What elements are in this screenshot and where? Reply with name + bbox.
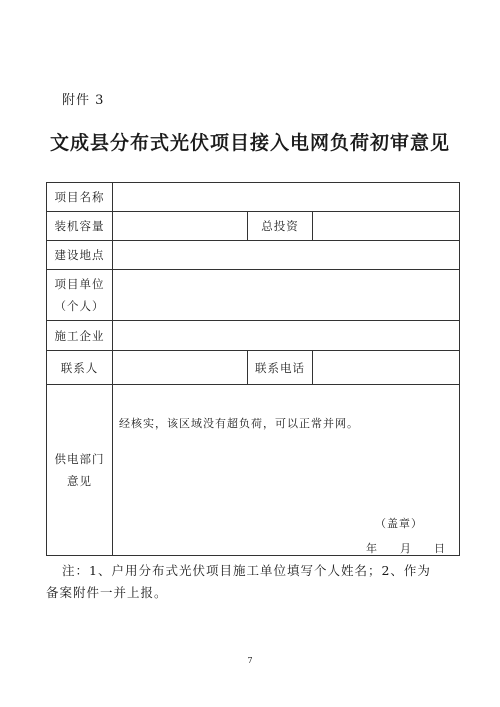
opinion-field[interactable] [113,385,460,556]
opinion-label [47,385,113,556]
capacity-label: 装机容量 [47,212,113,241]
date-day: 日 [434,542,445,555]
row-project-unit [47,270,460,321]
date-line [366,540,445,556]
construction-company-label: 施工企业 [47,321,113,351]
opinion-label-line1: 供电部门 [54,452,105,466]
contact-phone-label: 联系电话 [248,351,313,385]
footnote-line1: 注：1、户用分布式光伏项目施工单位填写个人姓名；2、作为 [62,563,431,578]
page-number: 7 [247,656,253,665]
date-year: 年 [366,542,377,555]
total-investment-label: 总投资 [248,212,313,241]
contact-phone-field[interactable] [313,351,460,385]
construction-company-field[interactable] [113,321,460,351]
contact-field[interactable] [113,351,248,385]
project-unit-label [47,270,113,321]
location-label: 建设地点 [47,241,113,270]
project-unit-label-line2: （个人） [54,299,105,313]
row-opinion [47,385,460,556]
row-location [47,241,460,270]
project-name-label: 项目名称 [47,183,113,212]
seal-text: （盖章） [375,517,423,530]
location-field[interactable] [113,241,460,270]
document-title: 文成县分布式光伏项目接入电网负荷初审意见 [49,132,450,154]
project-unit-label-line1: 项目单位 [54,277,105,291]
date-month: 月 [400,542,411,555]
total-investment-field[interactable] [313,212,460,241]
row-capacity [47,212,460,241]
capacity-field[interactable] [113,212,248,241]
project-unit-field[interactable] [113,270,460,321]
annex-label: 附件 3 [62,93,105,108]
opinion-label-line2: 意见 [67,474,92,488]
approval-form-table [46,182,460,556]
row-project-name [47,183,460,212]
footnote-line2: 备案附件一并上报。 [46,585,168,600]
footnote [46,560,460,604]
project-name-field[interactable] [113,183,460,212]
row-construction-company [47,321,460,351]
row-contact [47,351,460,385]
opinion-text: 经核实，该区域没有超负荷，可以正常并网。 [119,417,359,430]
contact-label: 联系人 [47,351,113,385]
